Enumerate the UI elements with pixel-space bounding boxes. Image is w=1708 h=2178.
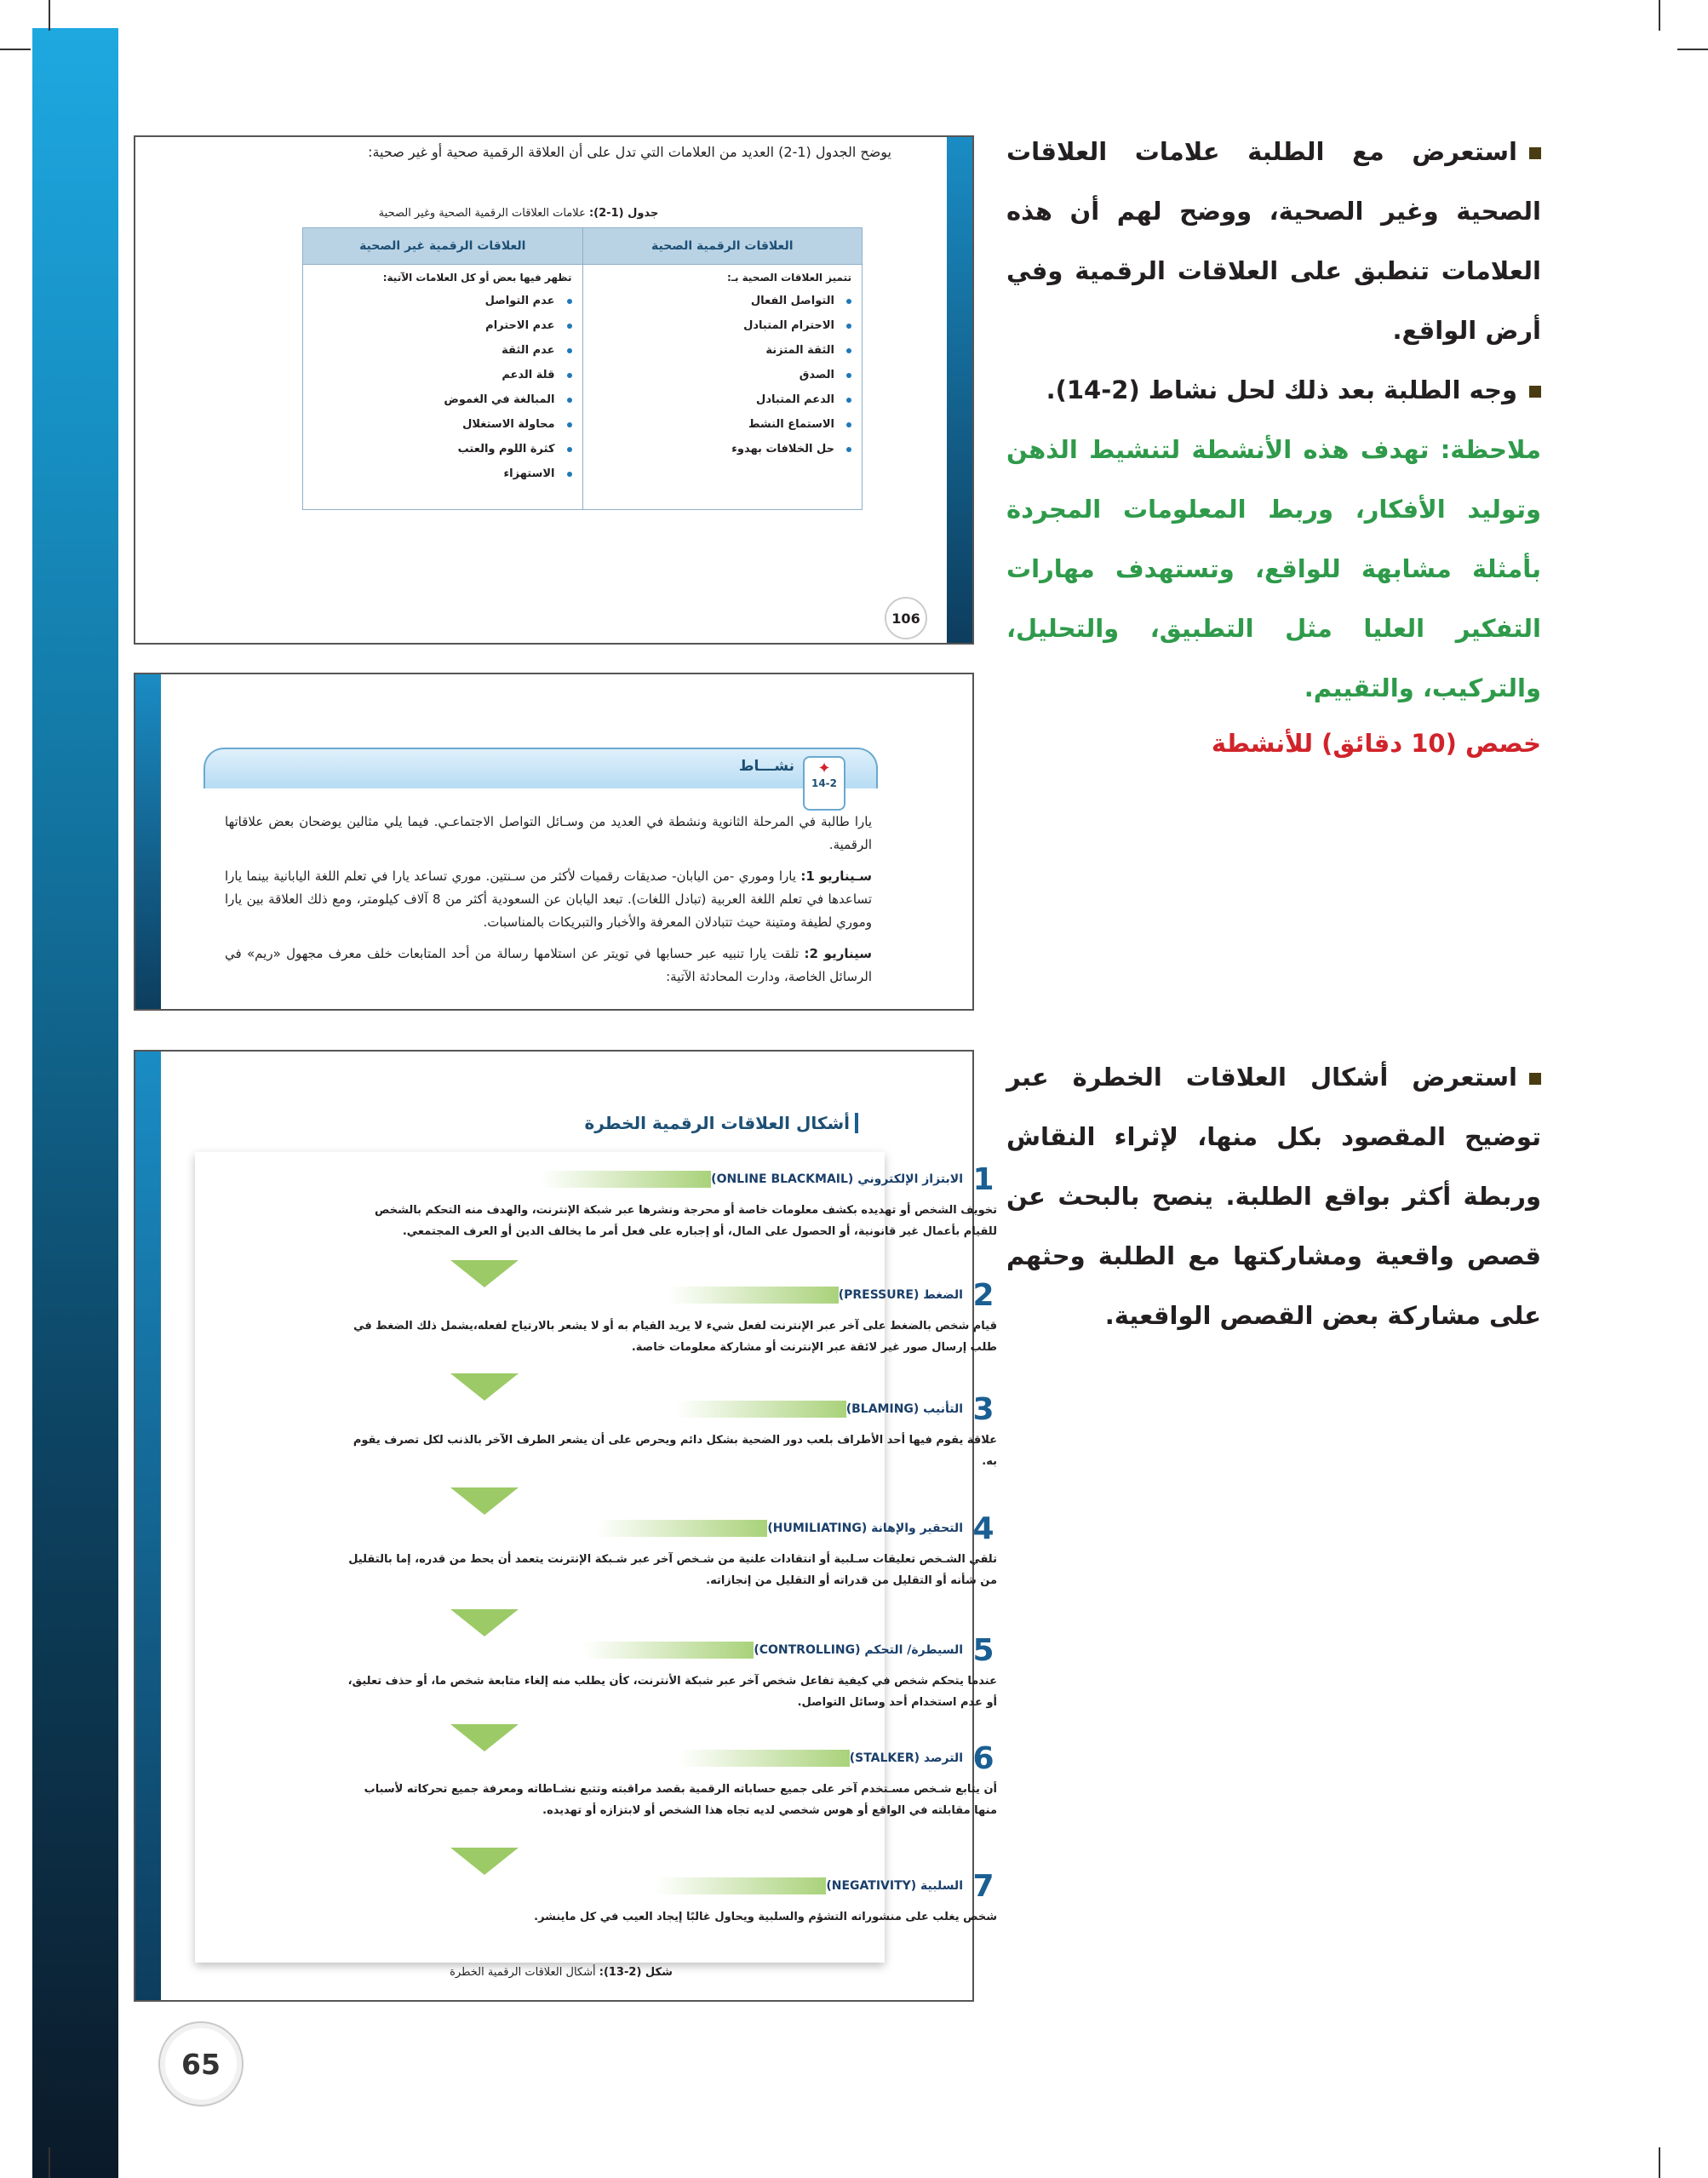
thumb-page-106 <box>134 135 974 645</box>
crop-mark <box>1677 49 1708 50</box>
page-sidebar-strip <box>32 28 118 2178</box>
forms-caption: شكل (2-13): أشكال العلاقات الرقمية الخطرة <box>450 1966 673 1979</box>
bullet-square-icon <box>1529 147 1541 159</box>
col-header-unhealthy: العلاقات الرقمية غير الصحية <box>303 228 583 265</box>
form-item-5: 5 السيطرة/ التحكم (CONTROLLING) عندما يتحكم شخص في كيفية تفاعل شخص آخر عبر شبكة الأنترنت، كأن يطلب منه إلغاء متابعة شخص ما، أو حذف تعليق، أو عدم استخدام أحد وسائل التواصل. <box>347 1632 997 1709</box>
list-item: عدم التواصل <box>303 289 572 313</box>
list-item: الدعم المتبادل <box>583 387 852 412</box>
thumb1-page-number: 106 <box>885 597 927 639</box>
list-item: كثرة اللوم والعتب <box>303 437 572 461</box>
guide-time: خصص (10 دقائق) للأنشطة <box>1211 729 1541 758</box>
page-number: 65 <box>158 2021 244 2106</box>
bullet-square-icon <box>1529 1073 1541 1085</box>
activity-body: يارا طالبة في المرحلة الثانوية ونشطة في العديد من وسـائل التواصل الاجتماعـي. فيما يلي مثالين يوضحان بعض علاقاتها الرقمية. سـيناريو 1: يارا وموري -من اليابان- صديقات رقميات لأكثر من سـنتين. موري تساعد يارا في تعلم اللغة اليابانية بينما يارا تساعدها في تعلم اللغة العربية (تبادل اللغات). تبعد اليابان عن السعودية أكثر من 8 آلاف كيلومتر، ومع ذلك العلاقة بين يارا وموري لطيفة ومتينة حيث تتبادلان المعرفة والأخبار والتبريكات بالمناسبات. سيناريو 2: تلقت يارا تنبيه عبر حسابها في تويتر عن استلامها رسالة من أحد المتابعات خلف معرف مجهول «ريم» في الرسائل الخاصة، ودارت المحادثة الآتية: <box>225 814 872 984</box>
form-item-3: 3 التأنيب (BLAMING) علاقة يقوم فيها أحد الأطراف بلعب دور الضحية بشكل دائم ويحرص على أن يشعر الطرف الآخر بالذنب لكل تصرف يقوم به. <box>352 1391 997 1468</box>
activity-title: نشـــاط <box>738 758 794 775</box>
form-item-6: 6 الترصد (STALKER) أن يتابع شـخص مسـتخدم آخر على جميع حساباته الرقمية بقصد مراقبته وتتبع نشـاطاته ومعرفة جميع تحركاته لأسباب منها مقابلته في الواقع أو هوس شخصي لديه تجاه هذا الشخص أو لابتزازه أو تهديده. <box>364 1740 997 1817</box>
crop-mark <box>1659 0 1660 31</box>
crop-mark <box>1659 2147 1660 2178</box>
list-item: المبالغة في الغموض <box>303 387 572 412</box>
activity-icon: ✦ <box>817 759 831 777</box>
guide-bullet-1: استعرض مع الطلبة علامات العلاقات الصحية وغير الصحية، ووضح لهم أن هذه العلامات تنطبق على العلاقات الرقمية وفي أرض الواقع. <box>1006 137 1541 345</box>
list-item: الثقة المتزنة <box>583 338 852 363</box>
thumb-edge-strip <box>947 137 972 643</box>
list-item: الاستماع النشط <box>583 412 852 437</box>
unhealthy-cell: تظهر فيها بعض أو كل العلامات الآتية: عدم التواصل عدم الاحترام عدم الثقة قلة الدعم المبالغة في الغموض محاولة الاستغلال كثرة اللوم والعتب الاستهزاء <box>303 265 583 510</box>
col-header-healthy: العلاقات الرقمية الصحية <box>582 228 863 265</box>
activity-header <box>203 748 878 788</box>
crop-mark <box>49 0 50 31</box>
form-item-2: 2 الضغط (PRESSURE) قيام شخص بالضغط على آخر عبر الإنترنت لفعل شيء لا يريد القيام به أو لا يشعر بالارتياح لفعله،يشمل ذلك الضغط في طلب إرسال صور غير لائقة عبر الإنترنت أو مشاركة معلومات خاصة. <box>353 1277 997 1354</box>
thumb-dangerous-forms <box>134 1050 997 2002</box>
list-item: الصدق <box>583 363 852 387</box>
list-item: الاستهزاء <box>303 461 572 486</box>
list-item: محاولة الاستغلال <box>303 412 572 437</box>
list-item: الاحترام المتبادل <box>583 313 852 338</box>
bullet-square-icon <box>1529 386 1541 398</box>
form-item-7: 7 السلبية (NEGATIVITY) شخص يغلب على منشوراته التشؤم والسلبية ويحاول غالبًا إيجاد العيب في كل ماينشر. <box>534 1868 997 1923</box>
list-item: التواصل الفعال <box>583 289 852 313</box>
guide-bottom-text <box>1006 1047 1541 1345</box>
guide-bullet-3: استعرض أشكال العلاقات الخطرة عبر توضيح المقصود بكل منها، لإثراء النقاش وربطة أكثر بواقع الطلبة. ينصح بالبحث عن قصص واقعية ومشاركتها مع الطلبة وحثهم على مشاركة بعض القصص الواقعية. <box>1006 1063 1541 1330</box>
thumb-activity <box>134 673 974 1011</box>
thumb1-intro: يوضح الجدول (1-2) العديد من العلامات التي تدل على أن العلاقة الرقمية صحية أو غير صحية: <box>368 144 891 160</box>
crop-mark <box>0 49 31 50</box>
list-item: عدم الثقة <box>303 338 572 363</box>
health-table <box>302 227 863 510</box>
forms-title: أشكال العلاقات الرقمية الخطرة <box>584 1113 858 1133</box>
guide-note: ملاحظة: تهدف هذه الأنشطة لتنشيط الذهن وتوليد الأفكار، وربط المعلومات المجردة بأمثلة مشابهة للواقع، وتستهدف مهارات التفكير العليا مثل التطبيق، والتحليل، والتركيب، والتقييم. <box>1006 435 1541 702</box>
activity-badge: ✦ 14-2 <box>803 756 845 811</box>
healthy-cell: تتميز العلاقات الصحية بـ: التواصل الفعال الاحترام المتبادل الثقة المتزنة الصدق الدعم المتبادل الاستماع النشط حل الخلافات بهدوء <box>582 265 863 510</box>
guide-top-text <box>1006 122 1541 769</box>
thumb-edge-strip <box>135 1052 161 2000</box>
form-item-1: 1 الابتزاز الإلكتروني (ONLINE BLACKMAIL) تخويف الشخص أو تهديده بكشف معلومات خاصة أو محرجة ونشرها عبر شبكة الإنترنت، والهدف منه التحكم بالشخص للقيام بأعمال غير قانونية، أو الحصول على المال، أو إجباره على فعل أمر ما يخالف الدين أو العرف المجتمعي. <box>375 1161 997 1238</box>
list-item: قلة الدعم <box>303 363 572 387</box>
guide-bullet-2: وجه الطلبة بعد ذلك لحل نشاط (2-14). <box>1006 360 1541 420</box>
list-item: حل الخلافات بهدوء <box>583 437 852 461</box>
form-item-4: 4 التحقير والإهانة (HUMILIATING) تلقي الشـخص تعليقات سـلبية أو انتقادات علنية من شـخص آخر عبر شـبكة الإنترنت يتعمد أن يحط من قدره، إما بالتقليل من شأنه أو التقليل من قدراته أو التقليل من إنجازاته. <box>348 1510 997 1587</box>
thumb-edge-strip <box>135 674 161 1009</box>
list-item: عدم الاحترام <box>303 313 572 338</box>
crop-mark <box>49 2147 50 2178</box>
table-caption: جدول (1-2): علامات العلاقات الرقمية الصحية وغير الصحية <box>378 207 659 220</box>
